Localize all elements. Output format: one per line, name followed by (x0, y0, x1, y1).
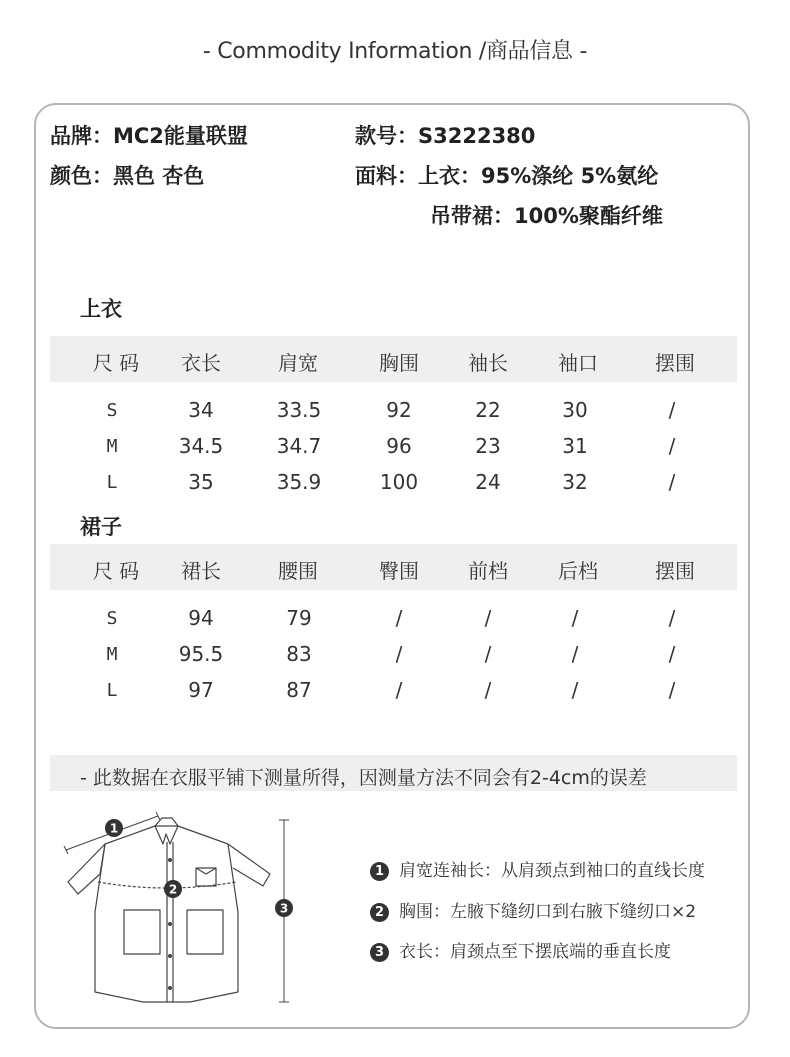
legend-text: 胸围：左腋下缝纫口到右腋下缝纫口×2 (399, 902, 697, 922)
marker-3-label: 3 (279, 901, 289, 916)
garment-measurement-diagram (60, 812, 305, 1012)
table-row (50, 606, 737, 636)
table-cell: 31 (562, 434, 588, 458)
header-cell: 袖口 (558, 351, 598, 375)
legend-number-3: 3 (370, 943, 389, 962)
table-cell: / (571, 642, 579, 666)
header-cell: 摆围 (655, 559, 695, 583)
legend-item (370, 856, 705, 881)
table-row (50, 470, 737, 500)
table-cell: 34.7 (276, 434, 322, 458)
measurement-note (50, 755, 737, 791)
table-cell: 92 (386, 398, 412, 422)
table-cell: L (106, 680, 118, 701)
table-cell: / (668, 642, 676, 666)
marker-1-label: 1 (109, 821, 119, 836)
legend-item (370, 897, 696, 922)
table-row (50, 434, 737, 464)
marker-2-label: 2 (168, 882, 178, 897)
table-cell: M (106, 436, 118, 457)
table-cell: 33.5 (276, 398, 322, 422)
table-cell: 87 (286, 678, 312, 702)
table-cell: L (106, 472, 118, 493)
skirt-table-title: 裙子 (80, 515, 122, 539)
header-cell: 腰围 (278, 559, 318, 583)
table-cell: / (395, 678, 403, 702)
table-cell: 22 (475, 398, 501, 422)
table-cell: / (668, 434, 676, 458)
table-cell: / (668, 398, 676, 422)
header-cell: 后档 (558, 559, 598, 583)
note-text: - 此数据在衣服平铺下测量所得，因测量方法不同会有2-4cm的误差 (80, 767, 647, 789)
table-cell: S (106, 608, 118, 629)
legend-text: 衣长：肩颈点至下摆底端的垂直长度 (399, 942, 671, 962)
table-cell: 79 (286, 606, 312, 630)
marker-1 (105, 819, 123, 837)
header-cell: 胸围 (379, 351, 419, 375)
table-cell: 35.9 (276, 470, 322, 494)
table-row (50, 678, 737, 708)
fabric-info: 面料：上衣：95%涤纶 5%氨纶 (355, 164, 659, 188)
header-cell: 袖长 (468, 351, 508, 375)
page-title: - Commodity Information /商品信息 - (202, 39, 588, 64)
marker-3 (275, 899, 293, 917)
table-cell: 100 (379, 470, 419, 494)
style-number-info: 款号：S3222380 (355, 124, 536, 148)
brand-info: 品牌：MC2能量联盟 (50, 124, 248, 148)
header-cell: 尺 码 (92, 559, 140, 583)
legend-text: 肩宽连袖长：从肩颈点到袖口的直线长度 (399, 861, 705, 881)
header-cell: 裙长 (181, 559, 221, 583)
table-cell: / (668, 470, 676, 494)
legend-number-1: 1 (370, 862, 389, 881)
table-cell: 24 (475, 470, 501, 494)
table-cell: / (395, 606, 403, 630)
table-row (50, 398, 737, 428)
table-cell: 95.5 (178, 642, 224, 666)
table-cell: / (668, 606, 676, 630)
table-cell: 97 (188, 678, 214, 702)
header-cell: 前档 (468, 559, 508, 583)
table-cell: M (106, 644, 118, 665)
table-cell: 30 (562, 398, 588, 422)
table-cell: / (484, 606, 492, 630)
table-cell: 83 (286, 642, 312, 666)
header-cell: 衣长 (181, 351, 221, 375)
top-table-header (50, 336, 737, 382)
header-cell: 肩宽 (278, 351, 318, 375)
fabric-info-skirt: 吊带裙：100%聚酯纤维 (430, 204, 663, 228)
legend-number-2: 2 (370, 903, 389, 922)
table-cell: 32 (562, 470, 588, 494)
legend-item (370, 937, 671, 962)
table-cell: / (571, 606, 579, 630)
table-cell: 34.5 (178, 434, 224, 458)
header-cell: 尺 码 (92, 351, 140, 375)
table-row (50, 642, 737, 672)
top-table-title: 上衣 (80, 297, 122, 321)
table-cell: / (571, 678, 579, 702)
header-cell: 臀围 (379, 559, 419, 583)
table-cell: S (106, 400, 118, 421)
marker-2 (164, 880, 182, 898)
color-info: 颜色：黑色 杏色 (50, 164, 205, 188)
table-cell: / (668, 678, 676, 702)
table-cell: / (484, 678, 492, 702)
table-cell: 94 (188, 606, 214, 630)
table-cell: 35 (188, 470, 214, 494)
header-cell: 摆围 (655, 351, 695, 375)
skirt-table-header (50, 544, 737, 590)
table-cell: 34 (188, 398, 214, 422)
table-cell: 23 (475, 434, 501, 458)
table-cell: / (484, 642, 492, 666)
table-cell: 96 (386, 434, 412, 458)
table-cell: / (395, 642, 403, 666)
